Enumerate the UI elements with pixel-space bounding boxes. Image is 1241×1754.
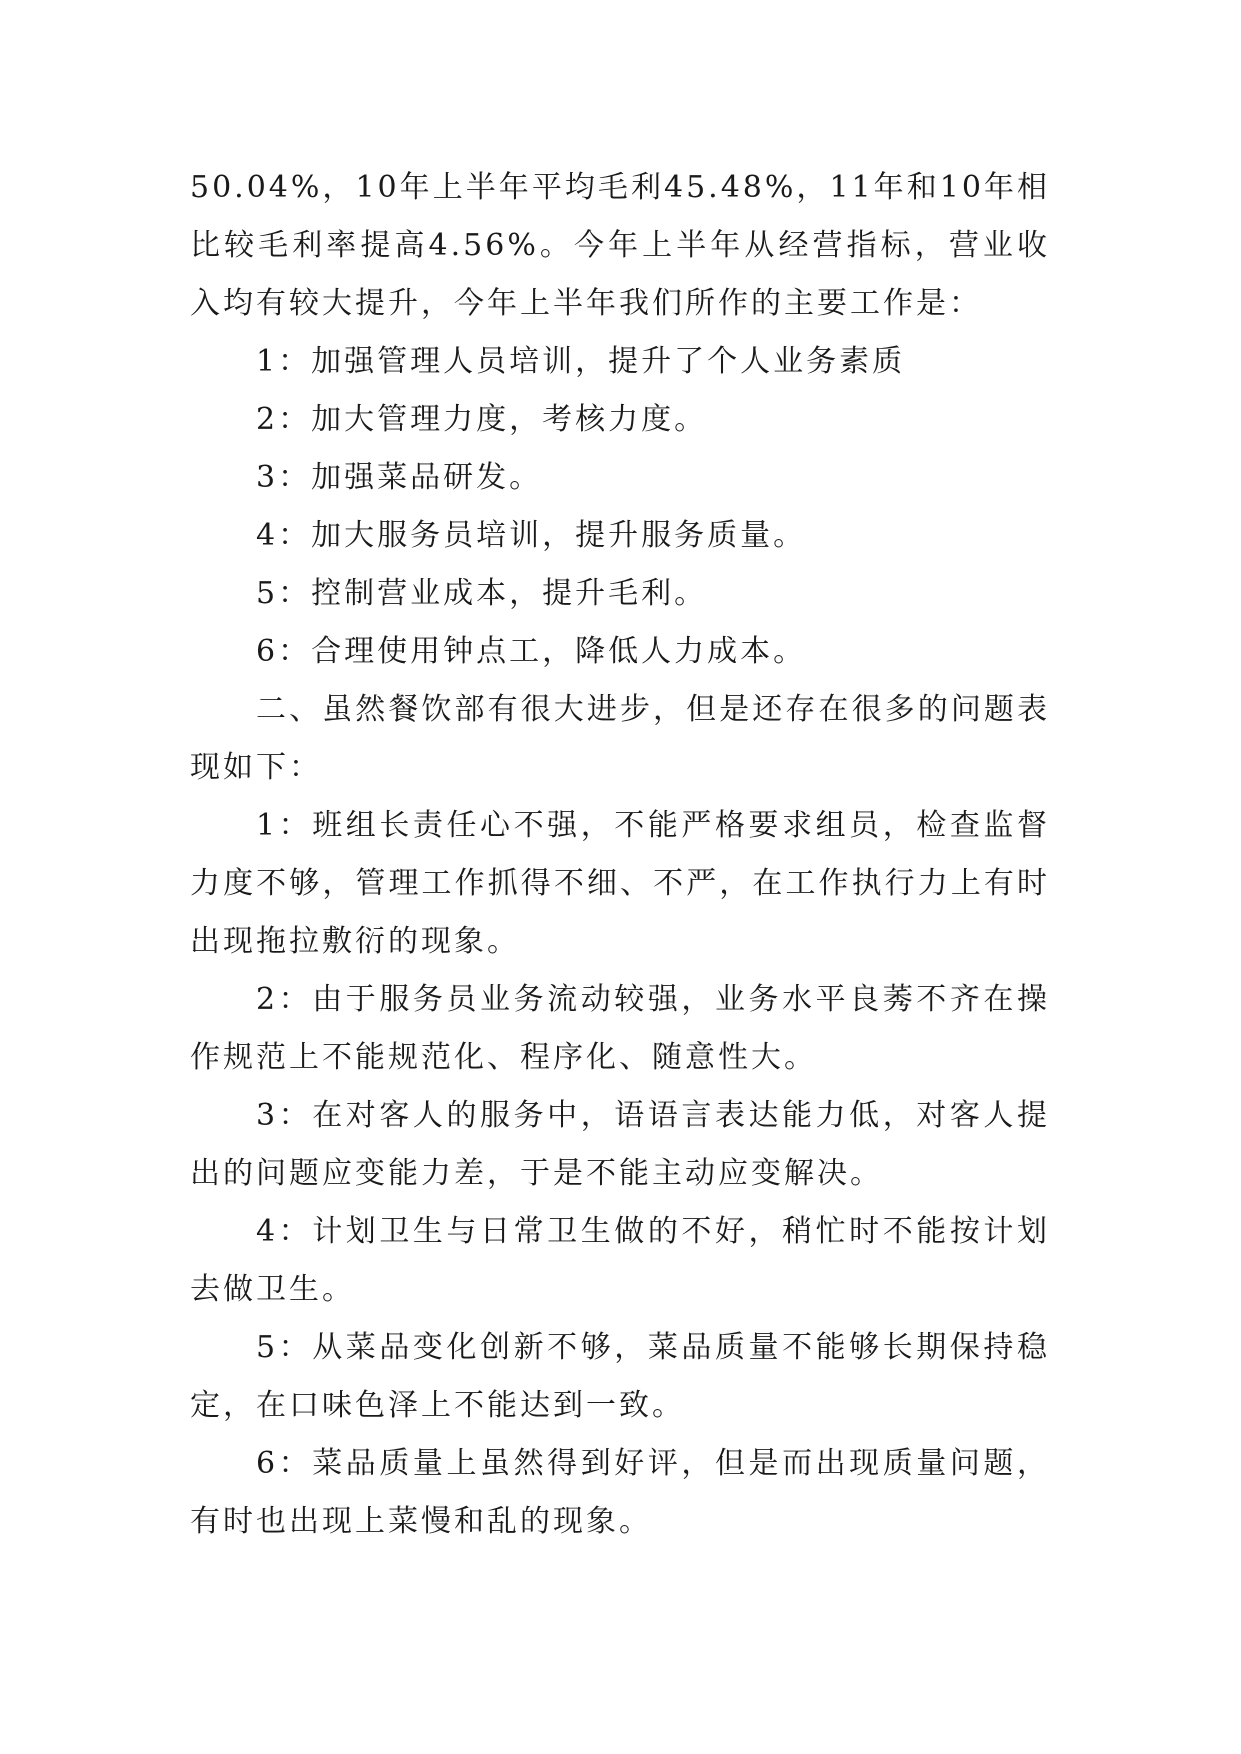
- problem-item-3: 3：在对客人的服务中，语语言表达能力低，对客人提出的问题应变能力差，于是不能主动应变解决。: [190, 1098, 1050, 1191]
- problem-item-6: 6：菜品质量上虽然得到好评，但是而出现质量问题，有时也出现上菜慢和乱的现象。: [190, 1446, 1050, 1539]
- work-item-5: 5：控制营业成本，提升毛利。: [256, 576, 708, 611]
- work-item-1: 1：加强管理人员培训，提升了个人业务素质: [256, 344, 906, 379]
- work-item-4: 4：加大服务员培训，提升服务质量。: [256, 518, 807, 553]
- problem-item-4: 4：计划卫生与日常卫生做的不好，稍忙时不能按计划去做卫生。: [190, 1214, 1050, 1307]
- paragraph-intro: 50.04%，10年上半年平均毛利45.48%，11年和10年相比较毛利率提高4.56%。今年上半年从经营指标，营业收入均有较大提升，今年上半年我们所作的主要工作是：: [190, 170, 1050, 321]
- document-body: [190, 159, 1050, 1551]
- problem-item-5: 5：从菜品变化创新不够，菜品质量不能够长期保持稳定，在口味色泽上不能达到一致。: [190, 1330, 1050, 1423]
- problem-item-2: 2：由于服务员业务流动较强，业务水平良莠不齐在操作规范上不能规范化、程序化、随意性大。: [190, 982, 1050, 1075]
- section-heading-problems: 二、虽然餐饮部有很大进步，但是还存在很多的问题表现如下：: [190, 692, 1050, 785]
- work-item-6: 6：合理使用钟点工，降低人力成本。: [256, 634, 807, 669]
- problem-item-1: 1：班组长责任心不强，不能严格要求组员，检查监督力度不够，管理工作抓得不细、不严，在工作执行力上有时出现拖拉敷衍的现象。: [190, 808, 1050, 959]
- work-item-3: 3：加强菜品研发。: [256, 460, 543, 495]
- work-item-2: 2：加大管理力度，考核力度。: [256, 402, 708, 437]
